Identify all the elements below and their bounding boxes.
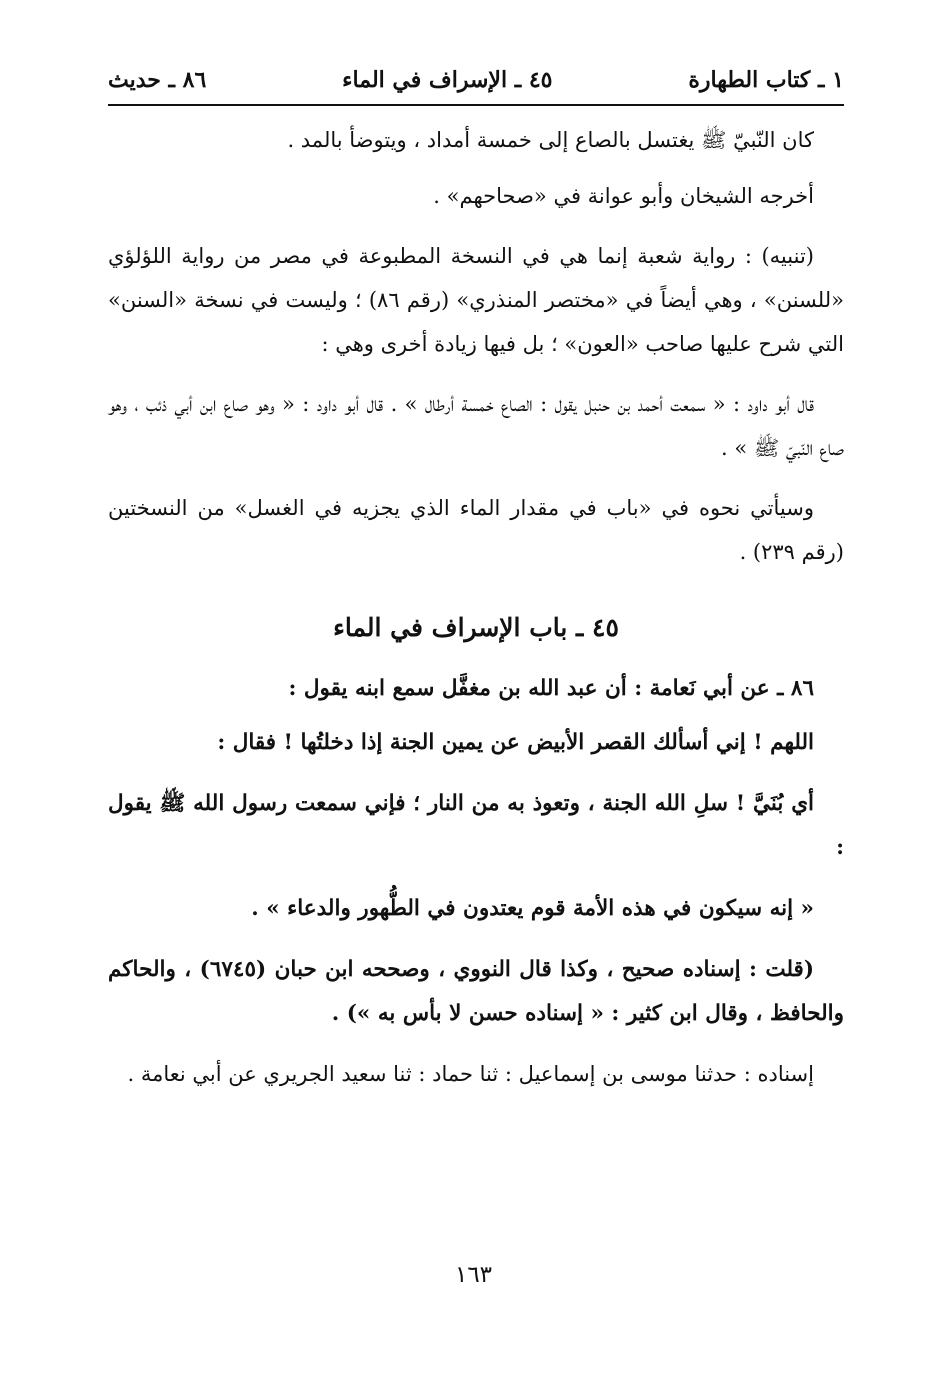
paragraph-prophet-ghusl: كان النّبيّ ﷺ يغتسل بالصاع إلى خمسة أمداد ، ويتوضأ بالمد . [287,128,814,152]
hadith-opening: ٨٦ ـ عن أبي نَعامة : أن عبد الله بن مغفَّل سمع ابنه يقول : [288,676,814,701]
header-chapter: ١ ـ كتاب الطهارة [688,67,844,93]
isnad-paragraph: إسناده : حدثنا موسى بن إسماعيل : ثنا حماد : ثنا سعيد الجريري عن أبي نعامة . [127,1062,814,1086]
grading-note: (قلت : إسناده صحيح ، وكذا قال النووي ، وصححه ابن حبان (٦٧٤٥) ، والحاكم والحافظ ، وقال ابن كثير : « إسناده حسن لا بأس به ») . [108,957,844,1026]
header-section: ٤٥ ـ الإسراف في الماء [342,67,553,93]
paragraph-cross-reference: وسيأتي نحوه في «باب في مقدار الماء الذي يجزيه في الغسل» من النسختين (رقم ٢٣٩) . [108,496,844,564]
paragraph-abu-dawud-quote: قال أبو داود : « سمعت أحمد بن حنبل يقول : الصاع خمسة أرطال » . قال أبو داود : « وهو صاع ابن أبي ذئب ، وهو صاع النّبيّ ﷺ » . [108,392,844,460]
page-number: ١٦٣ [454,1262,493,1288]
header-hadith-number: ٨٦ ـ حديث [108,67,207,93]
section-heading: ٤٥ ـ باب الإسراف في الماء [333,613,619,642]
hadith-dua: اللهم ! إني أسألك القصر الأبيض عن يمين الجنة إذا دخلتُها ! فقال : [217,730,814,755]
hadith-prophetic-saying: « إنه سيكون في هذه الأمة قوم يعتدون في الطُّهور والدعاء » . [251,896,814,921]
running-header [108,60,844,100]
page-body [108,118,844,1096]
header-divider [108,104,844,106]
paragraph-takhrij: أخرجه الشيخان وأبو عوانة في «صحاحهم» . [433,184,814,208]
hadith-reply: أي بُنَيَّ ! سلِ الله الجنة ، وتعوذ به من النار ؛ فإني سمعت رسول الله ﷺ يقول : [108,791,844,860]
paragraph-tanbih: (تنبيه) : رواية شعبة إنما هي في النسخة المطبوعة في مصر من رواية اللؤلؤي «للسنن» ، وهي أيضاً في «مختصر المنذري» (رقم ٨٦) ؛ وليست في نسخة «السنن» التي شرح عليها صاحب «العون» ؛ بل فيها زيادة أخرى وهي : [108,244,844,356]
